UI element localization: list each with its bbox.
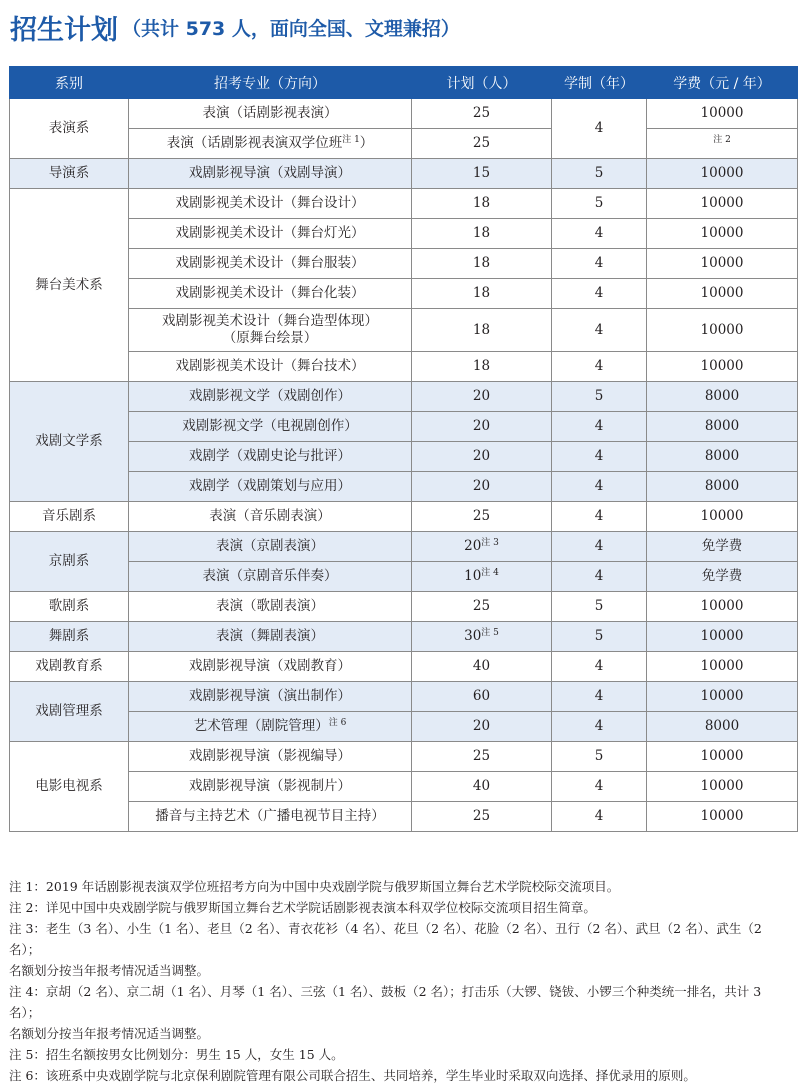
plan-cell: 20 xyxy=(412,442,552,472)
plan-cell: 18 xyxy=(412,352,552,382)
major-cell: 表演（歌剧表演） xyxy=(129,592,412,622)
major-cell: 表演（舞剧表演） xyxy=(129,622,412,652)
major-cell: 戏剧影视导演（戏剧教育） xyxy=(129,652,412,682)
major-cell: 表演（京剧音乐伴奏） xyxy=(129,562,412,592)
plan-cell: 25 xyxy=(412,742,552,772)
major-cell: 表演（话剧影视表演） xyxy=(129,99,412,129)
dept-cell: 导演系 xyxy=(10,159,129,189)
dept-cell: 歌剧系 xyxy=(10,592,129,622)
dept-group xyxy=(10,99,798,159)
years-cell: 4 xyxy=(552,442,647,472)
plan-cell: 40 xyxy=(412,652,552,682)
plan-cell: 40 xyxy=(412,772,552,802)
footnote-ref: 注 5 xyxy=(481,628,499,639)
fee-cell: 10000 xyxy=(647,309,798,352)
footnote-3: 注 3：老生（3 名）、小生（1 名）、老旦（2 名）、青衣花衫（4 名）、花旦（2 名）、花脸（2 名）、丑行（2 名）、武旦（2 名）、武生（2 名）； xyxy=(9,921,762,957)
years-cell: 4 xyxy=(552,219,647,249)
plan-cell: 18 xyxy=(412,219,552,249)
major-cell: 戏剧影视导演（影视制片） xyxy=(129,772,412,802)
major-cell: 表演（音乐剧表演） xyxy=(129,502,412,532)
table-row xyxy=(10,249,798,279)
years-cell: 4 xyxy=(552,472,647,502)
fee-cell: 10000 xyxy=(647,682,798,712)
major-cell: 戏剧影视美术设计（舞台服装） xyxy=(129,249,412,279)
table-row xyxy=(10,652,798,682)
plan-cell: 15 xyxy=(412,159,552,189)
major-cell: 戏剧影视美术设计（舞台灯光） xyxy=(129,219,412,249)
fee-cell: 10000 xyxy=(647,592,798,622)
fee-cell: 10000 xyxy=(647,279,798,309)
dept-group xyxy=(10,592,798,622)
table-row xyxy=(10,352,798,382)
table-row xyxy=(10,682,798,712)
major-cell xyxy=(129,309,412,352)
header-years: 学制（年） xyxy=(552,67,647,99)
dept-group xyxy=(10,652,798,682)
years-cell: 5 xyxy=(552,622,647,652)
years-cell: 4 xyxy=(552,562,647,592)
table-row xyxy=(10,129,798,159)
years-cell: 4 xyxy=(552,802,647,832)
plan-cell: 25 xyxy=(412,502,552,532)
plan-cell: 18 xyxy=(412,309,552,352)
fee-cell: 10000 xyxy=(647,249,798,279)
footnotes xyxy=(9,876,794,1086)
major-text: 表演（话剧影视表演双学位班 xyxy=(166,135,343,152)
plan-cell: 25 xyxy=(412,99,552,129)
page-title xyxy=(10,8,460,46)
table-header-row xyxy=(10,67,798,99)
plan-cell: 20 xyxy=(412,412,552,442)
table-row xyxy=(10,502,798,532)
major-text: 艺术管理（剧院管理） xyxy=(193,718,329,735)
plan-cell: 25 xyxy=(412,129,552,159)
table-row xyxy=(10,382,798,412)
fee-cell: 10000 xyxy=(647,742,798,772)
fee-cell: 10000 xyxy=(647,802,798,832)
table-row xyxy=(10,309,798,352)
major-cell: 戏剧影视美术设计（舞台设计） xyxy=(129,189,412,219)
plan-cell xyxy=(412,532,552,562)
fee-cell: 10000 xyxy=(647,772,798,802)
dept-cell: 京剧系 xyxy=(10,532,129,592)
header-major: 招考专业（方向） xyxy=(129,67,412,99)
dept-group xyxy=(10,382,798,502)
plan-cell: 20 xyxy=(412,712,552,742)
fee-cell: 8000 xyxy=(647,442,798,472)
dept-group xyxy=(10,682,798,742)
fee-cell: 10000 xyxy=(647,502,798,532)
footnote-4-cont: 名额划分按当年报考情况适当调整。 xyxy=(9,1026,210,1041)
footnote-1: 注 1：2019 年话剧影视表演双学位班招考方向为中国中央戏剧学院与俄罗斯国立舞台艺术学院校际交流项目。 xyxy=(9,879,620,894)
fee-cell: 8000 xyxy=(647,382,798,412)
years-cell: 4 xyxy=(552,412,647,442)
major-cell xyxy=(129,129,412,159)
dept-group xyxy=(10,622,798,652)
table-row xyxy=(10,532,798,562)
fee-cell: 10000 xyxy=(647,99,798,129)
fee-cell: 免学费 xyxy=(647,532,798,562)
dept-cell: 舞台美术系 xyxy=(10,189,129,382)
major-cell: 播音与主持艺术（广播电视节目主持） xyxy=(129,802,412,832)
years-cell: 5 xyxy=(552,189,647,219)
footnote-ref: 注 3 xyxy=(481,538,499,549)
years-cell: 4 xyxy=(552,682,647,712)
table-row xyxy=(10,99,798,129)
table-row xyxy=(10,622,798,652)
fee-cell: 8000 xyxy=(647,712,798,742)
table-row xyxy=(10,189,798,219)
plan-value: 20 xyxy=(464,538,482,555)
table-row xyxy=(10,442,798,472)
table-row xyxy=(10,742,798,772)
table-row xyxy=(10,562,798,592)
dept-cell: 戏剧教育系 xyxy=(10,652,129,682)
major-cell xyxy=(129,712,412,742)
table-row xyxy=(10,802,798,832)
plan-cell: 18 xyxy=(412,189,552,219)
dept-cell: 戏剧管理系 xyxy=(10,682,129,742)
fee-cell: 免学费 xyxy=(647,562,798,592)
fee-cell: 8000 xyxy=(647,472,798,502)
footnote-2: 注 2：详见中国中央戏剧学院与俄罗斯国立舞台艺术学院话剧影视表演本科双学位校际交流项目招生简章。 xyxy=(9,900,596,915)
years-cell: 5 xyxy=(552,159,647,189)
major-cell: 戏剧影视美术设计（舞台技术） xyxy=(129,352,412,382)
dept-cell: 音乐剧系 xyxy=(10,502,129,532)
plan-cell: 25 xyxy=(412,592,552,622)
years-cell: 5 xyxy=(552,382,647,412)
major-text: 戏剧影视美术设计（舞台造型体现） xyxy=(162,313,378,330)
footnote-6: 注 6：该班系中央戏剧学院与北京保利剧院管理有限公司联合招生、共同培养，学生毕业时采取双向选择、择优录用的原则。 xyxy=(9,1068,696,1083)
table-row xyxy=(10,219,798,249)
plan-value: 10 xyxy=(464,568,482,585)
dept-group xyxy=(10,742,798,832)
fee-cell: 10000 xyxy=(647,352,798,382)
title-main: 招生计划 xyxy=(10,15,118,46)
plan-cell: 25 xyxy=(412,802,552,832)
years-cell: 4 xyxy=(552,532,647,562)
major-suffix: ） xyxy=(359,135,374,152)
years-cell: 4 xyxy=(552,502,647,532)
plan-cell: 18 xyxy=(412,279,552,309)
plan-cell: 20 xyxy=(412,472,552,502)
major-cell: 戏剧影视导演（戏剧导演） xyxy=(129,159,412,189)
years-cell: 4 xyxy=(552,249,647,279)
table-row xyxy=(10,772,798,802)
footnote-ref: 注 1 xyxy=(342,135,360,146)
major-cell: 表演（京剧表演） xyxy=(129,532,412,562)
major-cell: 戏剧影视导演（影视编导） xyxy=(129,742,412,772)
years-cell: 4 xyxy=(552,772,647,802)
fee-cell: 10000 xyxy=(647,622,798,652)
footnote-ref: 注 2 xyxy=(713,135,731,146)
fee-cell: 10000 xyxy=(647,219,798,249)
major-text-line2: （原舞台绘景） xyxy=(222,330,318,346)
major-cell: 戏剧影视文学（戏剧创作） xyxy=(129,382,412,412)
dept-group xyxy=(10,502,798,532)
major-cell: 戏剧学（戏剧策划与应用） xyxy=(129,472,412,502)
header-fee: 学费（元 / 年） xyxy=(647,67,798,99)
dept-group xyxy=(10,532,798,592)
fee-cell: 10000 xyxy=(647,159,798,189)
header-dept: 系别 xyxy=(10,67,129,99)
years-cell: 4 xyxy=(552,279,647,309)
major-cell: 戏剧影视文学（电视剧创作） xyxy=(129,412,412,442)
table-row xyxy=(10,712,798,742)
years-cell: 4 xyxy=(552,352,647,382)
fee-cell: 10000 xyxy=(647,189,798,219)
years-cell: 5 xyxy=(552,742,647,772)
years-cell: 4 xyxy=(552,712,647,742)
dept-cell: 电影电视系 xyxy=(10,742,129,832)
years-cell: 4 xyxy=(552,652,647,682)
plan-cell xyxy=(412,562,552,592)
table-row xyxy=(10,412,798,442)
plan-cell: 20 xyxy=(412,382,552,412)
fee-cell xyxy=(647,129,798,159)
table-row xyxy=(10,279,798,309)
major-cell: 戏剧影视美术设计（舞台化装） xyxy=(129,279,412,309)
dept-cell: 舞剧系 xyxy=(10,622,129,652)
dept-cell: 表演系 xyxy=(10,99,129,159)
footnote-3-cont: 名额划分按当年报考情况适当调整。 xyxy=(9,963,210,978)
header-plan: 计划（人） xyxy=(412,67,552,99)
plan-cell xyxy=(412,622,552,652)
years-cell: 4 xyxy=(552,99,647,159)
table-row xyxy=(10,592,798,622)
footnote-ref: 注 4 xyxy=(481,568,499,579)
footnote-4: 注 4：京胡（2 名）、京二胡（1 名）、月琴（1 名）、三弦（1 名）、鼓板（2 名）；打击乐（大锣、铙钹、小锣三个种类统一排名，共计 3 名）； xyxy=(9,984,762,1020)
table-row xyxy=(10,159,798,189)
footnote-ref: 注 6 xyxy=(328,718,347,729)
dept-group xyxy=(10,189,798,382)
dept-group xyxy=(10,159,798,189)
plan-cell: 18 xyxy=(412,249,552,279)
fee-cell: 8000 xyxy=(647,412,798,442)
footnote-5: 注 5：招生名额按男女比例划分：男生 15 人，女生 15 人。 xyxy=(9,1047,344,1062)
major-cell: 戏剧学（戏剧史论与批评） xyxy=(129,442,412,472)
years-cell: 4 xyxy=(552,309,647,352)
plan-cell: 60 xyxy=(412,682,552,712)
enrollment-table xyxy=(9,66,798,832)
plan-value: 30 xyxy=(464,628,482,645)
years-cell: 5 xyxy=(552,592,647,622)
major-cell: 戏剧影视导演（演出制作） xyxy=(129,682,412,712)
table-row xyxy=(10,472,798,502)
title-subtitle: （共计 573 人，面向全国、文理兼招） xyxy=(122,18,460,40)
dept-cell: 戏剧文学系 xyxy=(10,382,129,502)
fee-cell: 10000 xyxy=(647,652,798,682)
